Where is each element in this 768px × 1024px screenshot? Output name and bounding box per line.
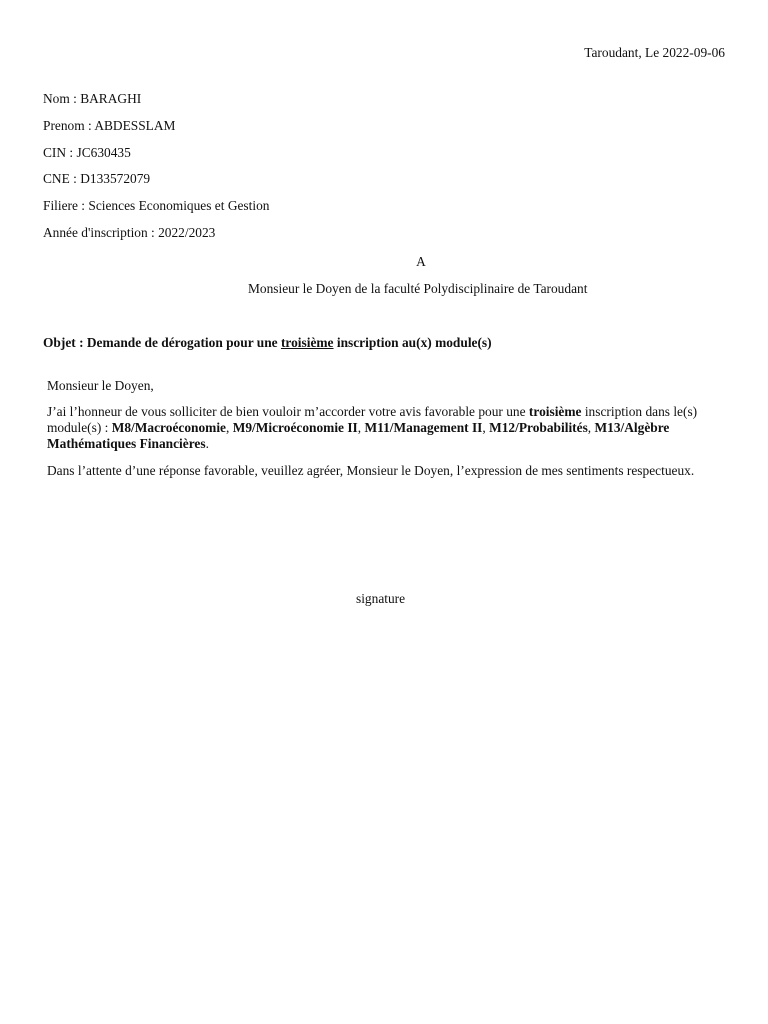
module-separator: , [357,420,365,435]
salutation: Monsieur le Doyen, [47,378,154,393]
body-part1: J’ai l’honneur de vous solliciter de bien vouloir m’accorder votre avis favorable pour une [47,404,529,419]
module-separator: , [226,420,233,435]
recipient-line: Monsieur le Doyen de la faculté Polydisciplinaire de Taroudant [248,281,588,296]
module-item: M8/Macroéconomie [111,420,226,435]
field-cne: CNE : D133572079 [43,171,151,186]
subject-line [43,335,492,351]
module-separator: , [587,420,595,435]
signature-label: signature [356,591,406,606]
module-item: M12/Probabilités [489,420,588,435]
body-end: . [205,436,209,451]
field-filiere: Filiere : Sciences Economiques et Gestion [43,198,270,213]
field-annee-inscription: Année d'inscription : 2022/2023 [43,225,216,240]
subject-prefix: Objet : Demande de dérogation pour une [43,335,281,350]
field-prenom: Prenom : ABDESSLAM [43,118,176,133]
date-line: Taroudant, Le 2022-09-06 [584,45,725,60]
module-item: M9/Microéconomie II [232,420,358,435]
body-bold-troisieme: troisième [528,404,582,419]
letter-body [47,404,737,452]
subject-underlined: troisième [280,335,334,350]
module-separator: , [482,420,490,435]
closing-paragraph: Dans l’attente d’une réponse favorable, veuillez agréer, Monsieur le Doyen, l’expression de mes sentiments respectueux. [47,463,695,478]
body-part2: inscription dans le(s) module(s) : [47,404,698,435]
module-item: M11/Management II [364,420,483,435]
field-nom: Nom : BARAGHI [43,91,142,106]
field-cin: CIN : JC630435 [43,145,131,160]
subject-suffix: inscription au(x) module(s) [333,335,492,350]
recipient-a: A [416,254,426,269]
module-item: M13/Algèbre Mathématiques Financières [47,420,670,451]
